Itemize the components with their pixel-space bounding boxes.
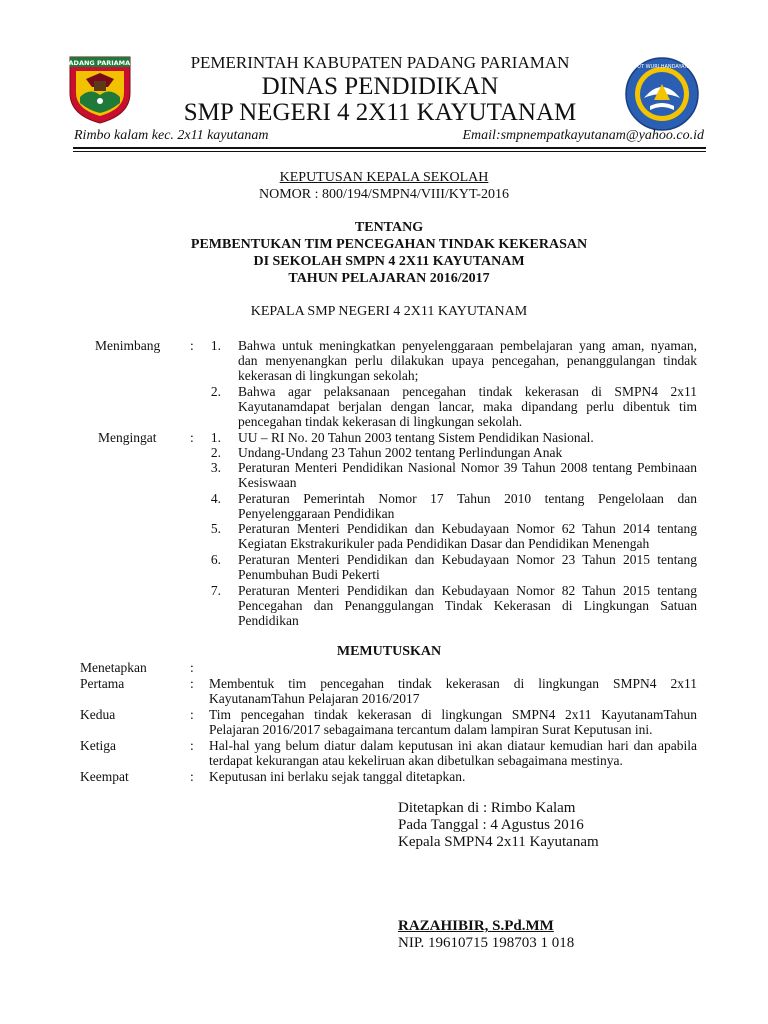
mengingat-item-number: 3. (210, 460, 221, 475)
pertama-text: Membentuk tim pencegahan tindak kekerasan di lingkungan SMPN4 2x11 KayutanamTahun Pelajaran 2016/2017 (209, 676, 697, 707)
svg-text:PADANG PARIAMAN: PADANG PARIAMAN (64, 59, 136, 67)
kedua-text: Tim pencegahan tindak kekerasan di lingkungan SMPN4 2x11 KayutanamTahun Pelajaran 2016/2017 sebagaimana tercantum dalam lampiran Surat Keputusan ini. (209, 707, 697, 738)
signatory-nip: NIP. 19610715 198703 1 018 (398, 935, 575, 951)
decree-title: KEPUTUSAN KEPALA SEKOLAH (279, 170, 489, 185)
signature-position: Kepala SMPN4 2x11 Kayutanam (398, 834, 599, 850)
mengingat-item: Peraturan Menteri Pendidikan dan Kebudayaan Nomor 82 Tahun 2015 tentang Pencegahan dan Penanggulangan Tindak Kekerasan di Lingkungan Satuan Pendidikan (238, 583, 697, 629)
mengingat-colon: : (190, 430, 194, 445)
ketiga-text: Hal-hal yang belum diatur dalam keputusan ini akan diataur kemudian hari dan apabila terdapat kekurangan atau kekeliruan akan dibetulkan sebagaimana mestinya. (209, 738, 697, 769)
kedua-colon: : (190, 707, 194, 722)
department-line: DINAS PENDIDIKAN (261, 73, 499, 100)
ketiga-colon: : (190, 738, 194, 753)
school-name: SMP NEGERI 4 2X11 KAYUTANAM (183, 99, 577, 126)
government-line: PEMERINTAH KABUPATEN PADANG PARIAMAN (190, 53, 570, 72)
mengingat-item-number: 5. (210, 521, 221, 536)
mengingat-item: Peraturan Menteri Pendidikan Nasional Nomor 39 Tahun 2008 tentang Pembinaan Kesiswaan (238, 460, 697, 491)
mengingat-item: Peraturan Menteri Pendidikan dan Kebudayaan Nomor 62 Tahun 2014 tentang Kegiatan Ekstrakurikuler pada Pendidikan Dasar dan Pendidikan Menengah (238, 521, 697, 552)
svg-text:TUT WURI HANDAYANI: TUT WURI HANDAYANI (634, 64, 690, 70)
menimbang-colon: : (190, 338, 194, 353)
school-address: Rimbo kalam kec. 2x11 kayutanam (74, 128, 269, 143)
school-email: Email:smpnempatkayutanam@yahoo.co.id (462, 128, 704, 143)
mengingat-item: Peraturan Menteri Pendidikan dan Kebudayaan Nomor 23 Tahun 2015 tentang Penumbuhan Budi Pekerti (238, 552, 697, 583)
keempat-text: Keputusan ini berlaku sejak tanggal ditetapkan. (209, 769, 466, 784)
pertama-colon: : (190, 676, 194, 691)
tut-wuri-handayani-logo (624, 56, 700, 132)
keempat-label: Keempat (80, 769, 129, 784)
menetapkan-label: Menetapkan (80, 660, 147, 675)
mengingat-item-number: 7. (210, 583, 221, 598)
decree-number: NOMOR : 800/194/SMPN4/VIII/KYT-2016 (259, 187, 509, 202)
menimbang-item-number: 1. (210, 338, 221, 353)
header-rule-thick (73, 147, 706, 149)
menimbang-item-number: 2. (210, 384, 221, 399)
padang-pariaman-logo (64, 53, 136, 125)
menimbang-label: Menimbang (95, 338, 161, 353)
mengingat-item-number: 2. (210, 445, 221, 460)
pertama-label: Pertama (80, 676, 125, 691)
memutuskan-heading: MEMUTUSKAN (336, 644, 442, 659)
ketiga-label: Ketiga (80, 738, 116, 753)
signature-date: Pada Tanggal : 4 Agustus 2016 (398, 817, 584, 833)
mengingat-item-number: 4. (210, 491, 221, 506)
keempat-colon: : (190, 769, 194, 784)
mengingat-item-number: 1. (210, 430, 221, 445)
mengingat-item: Peraturan Pemerintah Nomor 17 Tahun 2010 tentang Pengelolaan dan Penyelenggaraan Pendidikan (238, 491, 697, 522)
decree-issuer: KEPALA SMP NEGERI 4 2X11 KAYUTANAM (250, 304, 528, 319)
mengingat-item-number: 6. (210, 552, 221, 567)
header-rule-thin (73, 151, 706, 152)
mengingat-item: UU – RI No. 20 Tahun 2003 tentang Sistem Pendidikan Nasional. (238, 430, 594, 445)
menimbang-item: Bahwa untuk meningkatkan penyelenggaraan pembelajaran yang aman, nyaman, dan menyenangkan perlu dilakukan upaya pencegahan, penanggulangan tindak kekerasan di lingkungan sekolah; (238, 338, 697, 384)
mengingat-item: Undang-Undang 23 Tahun 2002 tentang Perlindungan Anak (238, 445, 563, 460)
mengingat-label: Mengingat (98, 430, 157, 445)
menimbang-item: Bahwa agar pelaksanaan pencegahan tindak kekerasan di SMPN4 2x11 Kayutanamdapat berjalan dengan lancar, maka dipandang perlu dibentuk tim pencegahan tindak kekerasan di lingkungan sekolah. (238, 384, 697, 430)
decree-subject-1: PEMBENTUKAN TIM PENCEGAHAN TINDAK KEKERASAN (190, 237, 588, 252)
decree-subject-2: DI SEKOLAH SMPN 4 2X11 KAYUTANAM (253, 254, 525, 269)
decree-subject-3: TAHUN PELAJARAN 2016/2017 (288, 271, 490, 286)
kedua-label: Kedua (80, 707, 116, 722)
tentang-heading: TENTANG (354, 220, 424, 235)
menetapkan-colon: : (190, 660, 194, 675)
signature-place: Ditetapkan di : Rimbo Kalam (398, 800, 576, 816)
signatory-name: RAZAHIBIR, S.Pd.MM (398, 918, 554, 934)
